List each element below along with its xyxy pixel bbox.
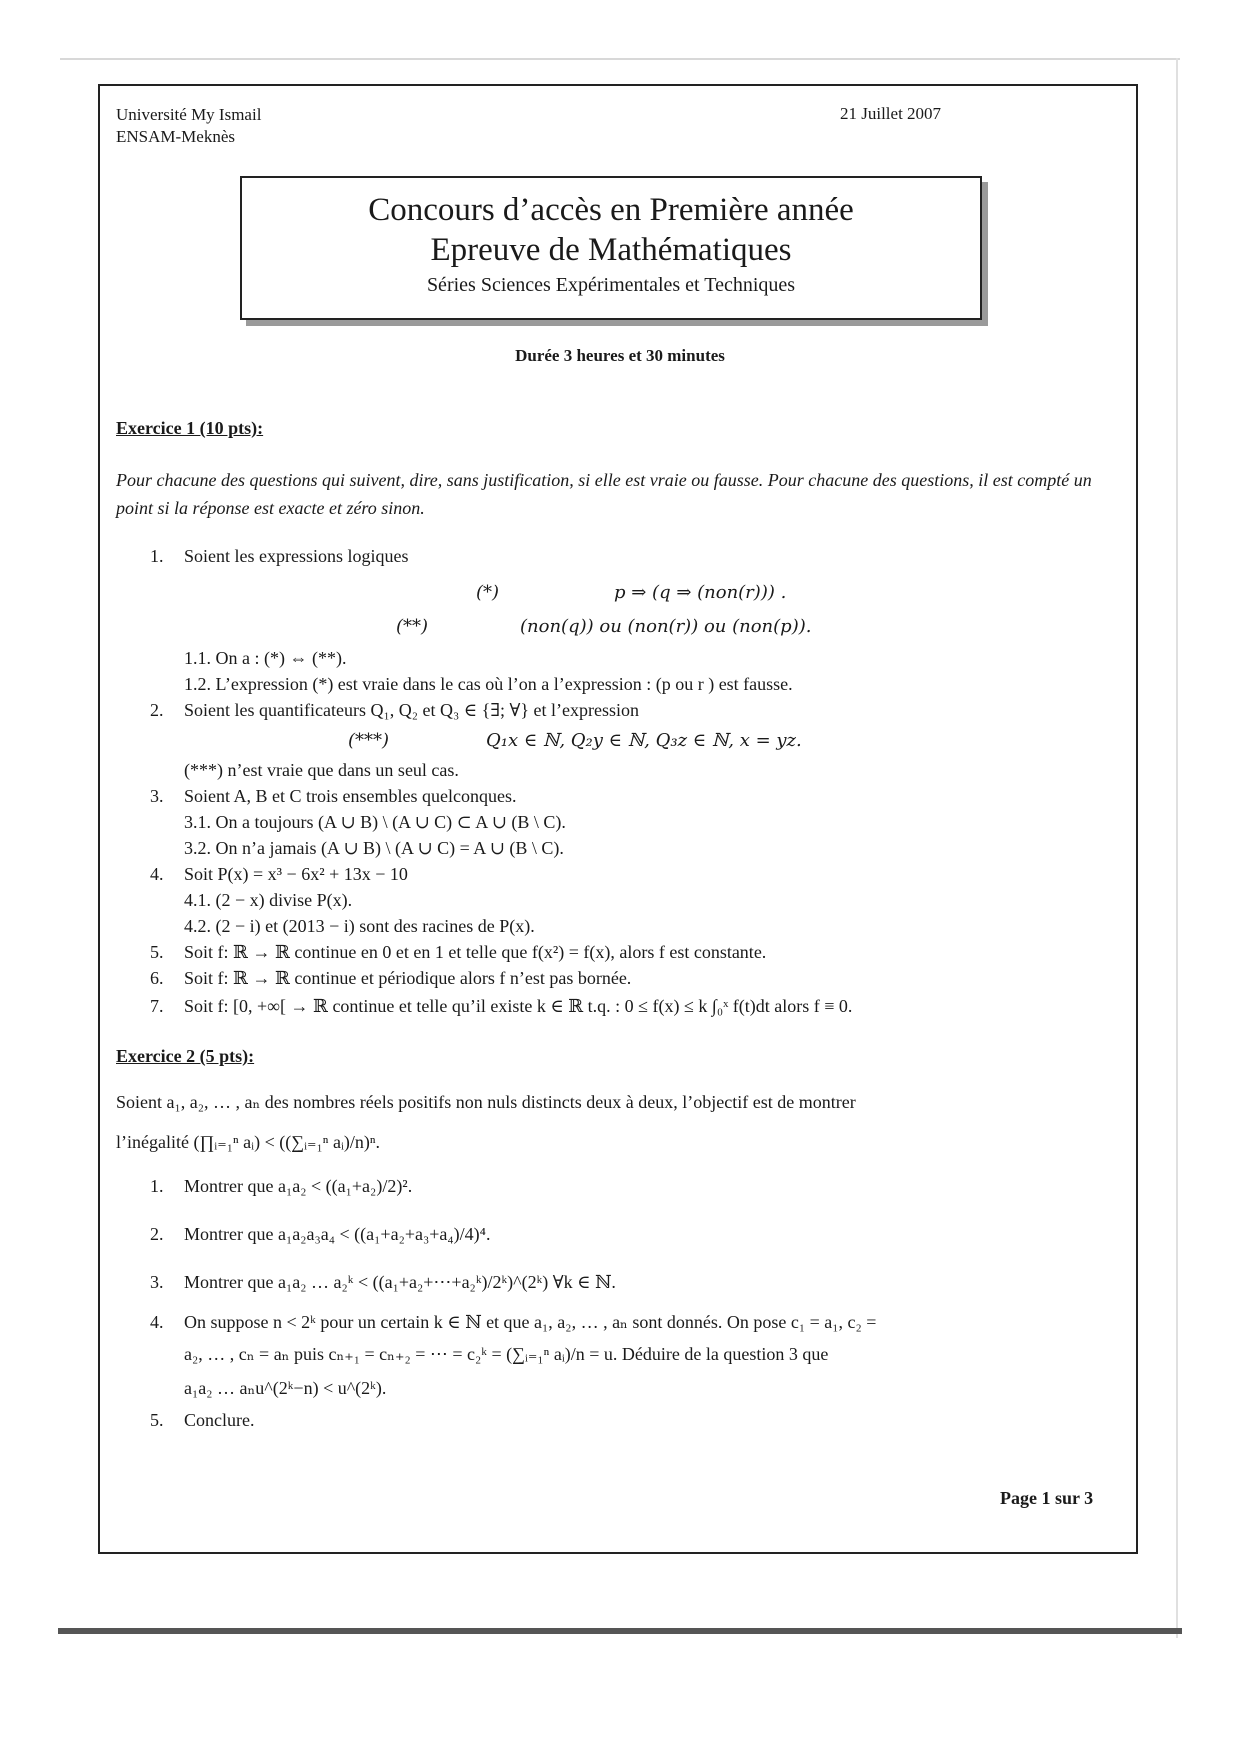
ex1-q3-text: Soient A, B et C trois ensembles quelconques. bbox=[184, 786, 517, 806]
ex1-q1-text: Soient les expressions logiques bbox=[184, 546, 409, 566]
ex2-q2-text: Montrer que a₁a₂a₃a₄ < ((a₁+a₂+a₃+a₄)/4)⁴. bbox=[184, 1224, 491, 1244]
exercise-1-heading: Exercice 1 (10 pts): bbox=[116, 418, 264, 438]
expression-3-label: (***) bbox=[348, 730, 390, 751]
ex1-q5-text: Soit f: ℝ → ℝ continue en 0 et en 1 et telle que f(x²) = f(x), alors f est constante. bbox=[184, 942, 767, 962]
school-name: ENSAM-Meknès bbox=[116, 127, 235, 146]
ex2-q1-text: Montrer que a₁a₂ < ((a₁+a₂)/2)². bbox=[184, 1176, 413, 1196]
question-number: 3. bbox=[150, 1272, 164, 1292]
university-name: Université My Ismail bbox=[116, 105, 262, 124]
ex2-intro-line-2: l’inégalité (∏ᵢ₌₁ⁿ aᵢ) < ((∑ᵢ₌₁ⁿ aᵢ)/n)ⁿ. bbox=[116, 1132, 381, 1152]
title-line-3: Séries Sciences Expérimentales et Techniques bbox=[426, 274, 796, 296]
exam-duration: Durée 3 heures et 30 minutes bbox=[515, 346, 725, 365]
question-number: 4. bbox=[150, 864, 164, 884]
ex2-q4-line-3: a₁a₂ … aₙu^(2ᵏ−n) < u^(2ᵏ). bbox=[184, 1378, 387, 1398]
question-number: 7. bbox=[150, 996, 164, 1016]
ex1-q3-2: 3.2. On n’a jamais (A ∪ B) \ (A ∪ C) = A ∪ (B \ C). bbox=[184, 838, 564, 858]
ex1-q3-1: 3.1. On a toujours (A ∪ B) \ (A ∪ C) ⊂ A ∪ (B \ C). bbox=[184, 812, 566, 832]
ex1-q1-1: 1.1. On a : (*) ⇔ (**). bbox=[184, 648, 347, 668]
scan-edge-bottom bbox=[58, 1628, 1182, 1634]
expression-2-label: (**) bbox=[396, 616, 429, 637]
ex1-q2-text: Soient les quantificateurs Q₁, Q₂ et Q₃ ∈ {∃; ∀} et l’expression bbox=[184, 700, 639, 720]
exercise-1-instructions: Pour chacune des questions qui suivent, dire, sans justification, si elle est vraie ou fausse. Pour chacune des questions, il est compté un point si la réponse est exacte et zéro sinon. bbox=[116, 470, 1092, 518]
question-number: 2. bbox=[150, 1224, 164, 1244]
question-number: 1. bbox=[150, 546, 164, 566]
question-number: 1. bbox=[150, 1176, 164, 1196]
question-number: 2. bbox=[150, 700, 164, 720]
question-number: 5. bbox=[150, 942, 164, 962]
expression-1-label: (*) bbox=[476, 582, 500, 603]
title-box bbox=[240, 176, 982, 320]
expression-2: (non(q)) ou (non(r)) ou (non(p)). bbox=[520, 616, 812, 637]
title-line-2: Epreuve de Mathématiques bbox=[430, 232, 792, 268]
expression-1: p ⇒ (q ⇒ (non(r))) . bbox=[614, 582, 787, 603]
question-number: 4. bbox=[150, 1312, 164, 1332]
ex1-q2-statement: (***) n’est vraie que dans un seul cas. bbox=[184, 760, 459, 780]
scan-edge-top bbox=[60, 58, 1180, 60]
question-number: 6. bbox=[150, 968, 164, 988]
exercise-2-heading: Exercice 2 (5 pts): bbox=[116, 1046, 255, 1066]
question-number: 5. bbox=[150, 1410, 164, 1430]
ex1-q1-2: 1.2. L’expression (*) est vraie dans le cas où l’on a l’expression : (p ou r ) est fausse. bbox=[184, 674, 793, 694]
scan-edge-right bbox=[1176, 58, 1178, 1638]
header-institution bbox=[116, 104, 261, 148]
ex2-q3-text: Montrer que a₁a₂ … a₂ᵏ < ((a₁+a₂+⋯+a₂ᵏ)/2ᵏ)^(2ᵏ) ∀k ∈ ℕ. bbox=[184, 1272, 616, 1292]
ex2-q4-line-1: On suppose n < 2ᵏ pour un certain k ∈ ℕ et que a₁, a₂, … , aₙ sont donnés. On pose c₁ = a₁, c₂ = bbox=[184, 1312, 877, 1332]
ex2-q4-line-2: a₂, … , cₙ = aₙ puis cₙ₊₁ = cₙ₊₂ = ⋯ = c₂ᵏ = (∑ᵢ₌₁ⁿ aᵢ)/n = u. Déduire de la question 3 que bbox=[184, 1344, 829, 1364]
ex1-q4-text: Soit P(x) = x³ − 6x² + 13x − 10 bbox=[184, 864, 408, 884]
ex1-q7-text: Soit f: [0, +∞[ → ℝ continue et telle qu’il existe k ∈ ℝ t.q. : 0 ≤ f(x) ≤ k ∫₀ˣ f(t)dt alors f ≡ 0. bbox=[184, 996, 853, 1016]
title-line-1: Concours d’accès en Première année bbox=[368, 192, 854, 228]
question-number: 3. bbox=[150, 786, 164, 806]
ex1-q4-2: 4.2. (2 − i) et (2013 − i) sont des racines de P(x). bbox=[184, 916, 535, 936]
page-number: Page 1 sur 3 bbox=[1000, 1488, 1094, 1508]
exam-date: 21 Juillet 2007 bbox=[840, 104, 942, 123]
expression-3: Q₁x ∈ ℕ, Q₂y ∈ ℕ, Q₃z ∈ ℕ, x = yz. bbox=[486, 730, 802, 751]
ex1-q4-1: 4.1. (2 − x) divise P(x). bbox=[184, 890, 353, 910]
ex2-q5-text: Conclure. bbox=[184, 1410, 255, 1430]
ex2-intro-line-1: Soient a₁, a₂, … , aₙ des nombres réels positifs non nuls distincts deux à deux, l’objectif est de montrer bbox=[116, 1092, 856, 1112]
ex1-q6-text: Soit f: ℝ → ℝ continue et périodique alors f n’est pas bornée. bbox=[184, 968, 632, 988]
